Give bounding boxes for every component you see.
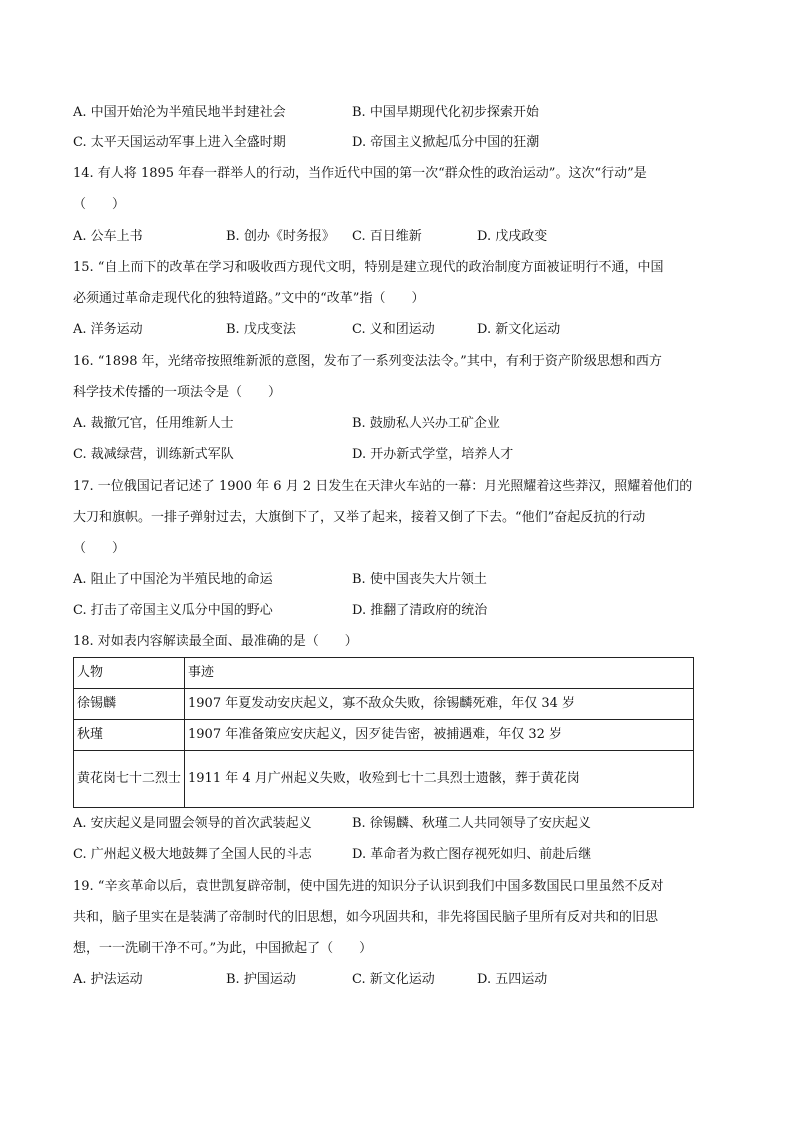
q14-option-b: B. 创办《时务报》	[226, 229, 335, 244]
q16-option-b: B. 鼓励私人兴办工矿企业	[352, 416, 500, 431]
q19-stem-line3: 想，一一洗刷干净不可。”为此，中国掀起了（ ）	[73, 941, 373, 956]
q17-stem-line2: 大刀和旗帜。一排子弹射过去，大旗倒下了，又举了起来，接着又倒了下去。“他们”奋起反抗的行动	[73, 510, 646, 525]
q18-stem: 18. 对如表内容解读最全面、最准确的是（ ）	[73, 634, 358, 649]
q16-option-c: C. 裁减绿营，训练新式军队	[73, 447, 234, 462]
table-header-cell: 事迹	[185, 658, 694, 689]
q15-stem-line1: 15. “自上而下的改革在学习和吸收西方现代文明，特别是建立现代的政治制度方面被证明行不通，中国	[73, 260, 664, 275]
q19-stem-line1: 19. “辛亥革命以后，袁世凯复辟帝制，使中国先进的知识分子认识到我们中国多数国民口里虽然不反对	[73, 879, 664, 894]
table-row	[74, 751, 694, 808]
q17-option-b: B. 使中国丧失大片领土	[352, 572, 487, 587]
table-row	[74, 689, 694, 720]
table-header-row	[74, 658, 694, 689]
q18-option-d: D. 革命者为救亡图存视死如归、前赴后继	[352, 847, 592, 862]
q15-option-c: C. 义和团运动	[352, 322, 435, 337]
table-cell-event: 1911 年 4 月广州起义失败，收殓到七十二具烈士遗骸，葬于黄花岗	[185, 751, 694, 808]
q18-option-a: A. 安庆起义是同盟会领导的首次武装起义	[73, 816, 312, 831]
q16-option-a: A. 裁撤冗官，任用维新人士	[73, 416, 234, 431]
q19-option-d: D. 五四运动	[477, 972, 548, 987]
table-cell-event: 1907 年夏发动安庆起义，寡不敌众失败，徐锡麟死难，年仅 34 岁	[185, 689, 694, 720]
q16-stem-line2: 科学技术传播的一项法令是（ ）	[73, 385, 282, 400]
q15-stem-line2: 必须通过革命走现代化的独特道路。”文中的“改革”指（ ）	[73, 291, 425, 306]
table-header-cell: 人物	[74, 658, 185, 689]
q14-stem: 14. 有人将 1895 年春一群举人的行动，当作近代中国的第一次“群众性的政治运动”。这次“行动”是	[73, 166, 647, 181]
q14-blank: （ ）	[73, 197, 126, 212]
q14-option-d: D. 戊戌政变	[477, 229, 548, 244]
table-cell-person: 秋瑾	[74, 720, 185, 751]
table-cell-person: 黄花岗七十二烈士	[74, 751, 185, 808]
q17-blank: （ ）	[73, 541, 126, 556]
q17-option-d: D. 推翻了清政府的统治	[352, 603, 488, 618]
q13-option-a: A. 中国开始沦为半殖民地半封建社会	[73, 105, 286, 120]
q19-option-c: C. 新文化运动	[352, 972, 435, 987]
table-row	[74, 720, 694, 751]
q14-option-c: C. 百日维新	[352, 229, 422, 244]
q18-option-c: C. 广州起义极大地鼓舞了全国人民的斗志	[73, 847, 312, 862]
q13-option-c: C. 太平天国运动军事上进入全盛时期	[73, 135, 286, 150]
table-cell-person: 徐锡麟	[74, 689, 185, 720]
q16-option-d: D. 开办新式学堂，培养人才	[352, 447, 514, 462]
q13-option-d: D. 帝国主义掀起瓜分中国的狂潮	[352, 135, 540, 150]
q19-stem-line2: 共和，脑子里实在是装满了帝制时代的旧思想，如今巩固共和，非先将国民脑子里所有反对共和的旧思	[73, 910, 659, 925]
q16-stem-line1: 16. “1898 年，光绪帝按照维新派的意图，发布了一系列变法法令。”其中，有利于资产阶级思想和西方	[73, 354, 662, 369]
q18-option-b: B. 徐锡麟、秋瑾二人共同领导了安庆起义	[352, 816, 591, 831]
q15-option-b: B. 戊戌变法	[226, 322, 296, 337]
q15-option-d: D. 新文化运动	[477, 322, 561, 337]
table-cell-event: 1907 年准备策应安庆起义，因歹徒告密，被捕遇难，年仅 32 岁	[185, 720, 694, 751]
q13-option-b: B. 中国早期现代化初步探索开始	[352, 105, 539, 120]
q19-option-b: B. 护国运动	[226, 972, 296, 987]
q17-option-c: C. 打击了帝国主义瓜分中国的野心	[73, 603, 273, 618]
q18-table	[73, 657, 694, 808]
q19-option-a: A. 护法运动	[73, 972, 143, 987]
q17-stem-line1: 17. 一位俄国记者记述了 1900 年 6 月 2 日发生在天津火车站的一幕：月光照耀着这些莽汉，照耀着他们的	[73, 479, 693, 494]
q15-option-a: A. 洋务运动	[73, 322, 143, 337]
q14-option-a: A. 公车上书	[73, 229, 143, 244]
q17-option-a: A. 阻止了中国沦为半殖民地的命运	[73, 572, 273, 587]
